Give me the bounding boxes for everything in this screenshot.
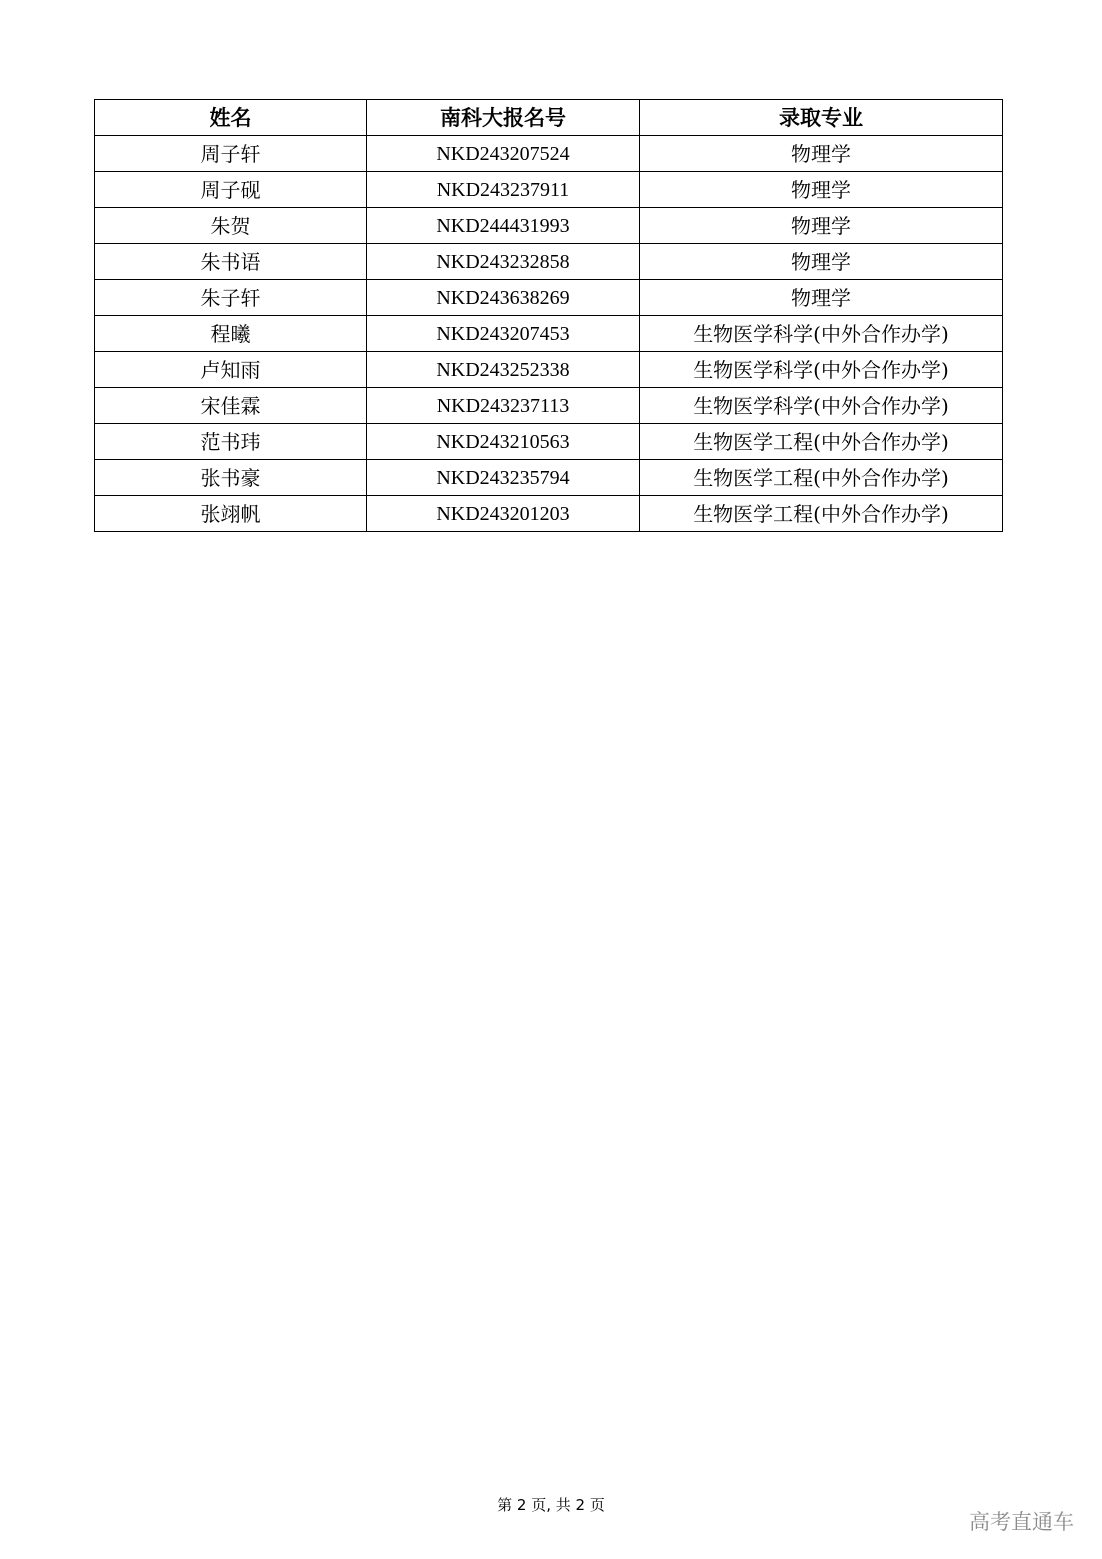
table-row	[95, 172, 1003, 208]
table-row	[95, 136, 1003, 172]
cell-registration-number: NKD243237113	[367, 388, 640, 424]
table-row	[95, 316, 1003, 352]
cell-registration-number: NKD243237911	[367, 172, 640, 208]
cell-major: 物理学	[640, 208, 1003, 244]
cell-major: 生物医学科学(中外合作办学)	[640, 316, 1003, 352]
cell-registration-number: NKD243232858	[367, 244, 640, 280]
cell-major: 生物医学科学(中外合作办学)	[640, 352, 1003, 388]
cell-major: 生物医学工程(中外合作办学)	[640, 424, 1003, 460]
cell-name: 张翊帆	[95, 496, 367, 532]
cell-major: 生物医学工程(中外合作办学)	[640, 460, 1003, 496]
table-row	[95, 496, 1003, 532]
table-row	[95, 208, 1003, 244]
cell-major: 物理学	[640, 172, 1003, 208]
table-row	[95, 388, 1003, 424]
cell-name: 张书豪	[95, 460, 367, 496]
table-row	[95, 460, 1003, 496]
table-row	[95, 424, 1003, 460]
table-row	[95, 244, 1003, 280]
cell-registration-number: NKD243201203	[367, 496, 640, 532]
cell-registration-number: NKD243638269	[367, 280, 640, 316]
cell-registration-number: NKD243235794	[367, 460, 640, 496]
cell-name: 朱贺	[95, 208, 367, 244]
table-row	[95, 280, 1003, 316]
watermark-text: 高考直通车	[969, 1510, 1074, 1534]
column-header-admitted-major: 录取专业	[640, 100, 1003, 136]
cell-name: 周子砚	[95, 172, 367, 208]
cell-name: 范书玮	[95, 424, 367, 460]
cell-major: 物理学	[640, 136, 1003, 172]
table-header-row	[95, 100, 1003, 136]
cell-name: 朱书语	[95, 244, 367, 280]
admission-table-container	[94, 99, 1002, 532]
cell-name: 宋佳霖	[95, 388, 367, 424]
cell-major: 生物医学科学(中外合作办学)	[640, 388, 1003, 424]
cell-registration-number: NKD243207524	[367, 136, 640, 172]
cell-major: 物理学	[640, 244, 1003, 280]
cell-registration-number: NKD244431993	[367, 208, 640, 244]
table-row	[95, 352, 1003, 388]
cell-registration-number: NKD243210563	[367, 424, 640, 460]
cell-name: 程曦	[95, 316, 367, 352]
cell-major: 物理学	[640, 280, 1003, 316]
page-number-footer: 第 2 页, 共 2 页	[497, 1496, 605, 1514]
cell-major: 生物医学工程(中外合作办学)	[640, 496, 1003, 532]
cell-name: 周子轩	[95, 136, 367, 172]
cell-registration-number: NKD243207453	[367, 316, 640, 352]
admission-table	[94, 99, 1003, 532]
cell-name: 朱子轩	[95, 280, 367, 316]
column-header-registration-number: 南科大报名号	[367, 100, 640, 136]
cell-registration-number: NKD243252338	[367, 352, 640, 388]
column-header-name: 姓名	[95, 100, 367, 136]
cell-name: 卢知雨	[95, 352, 367, 388]
